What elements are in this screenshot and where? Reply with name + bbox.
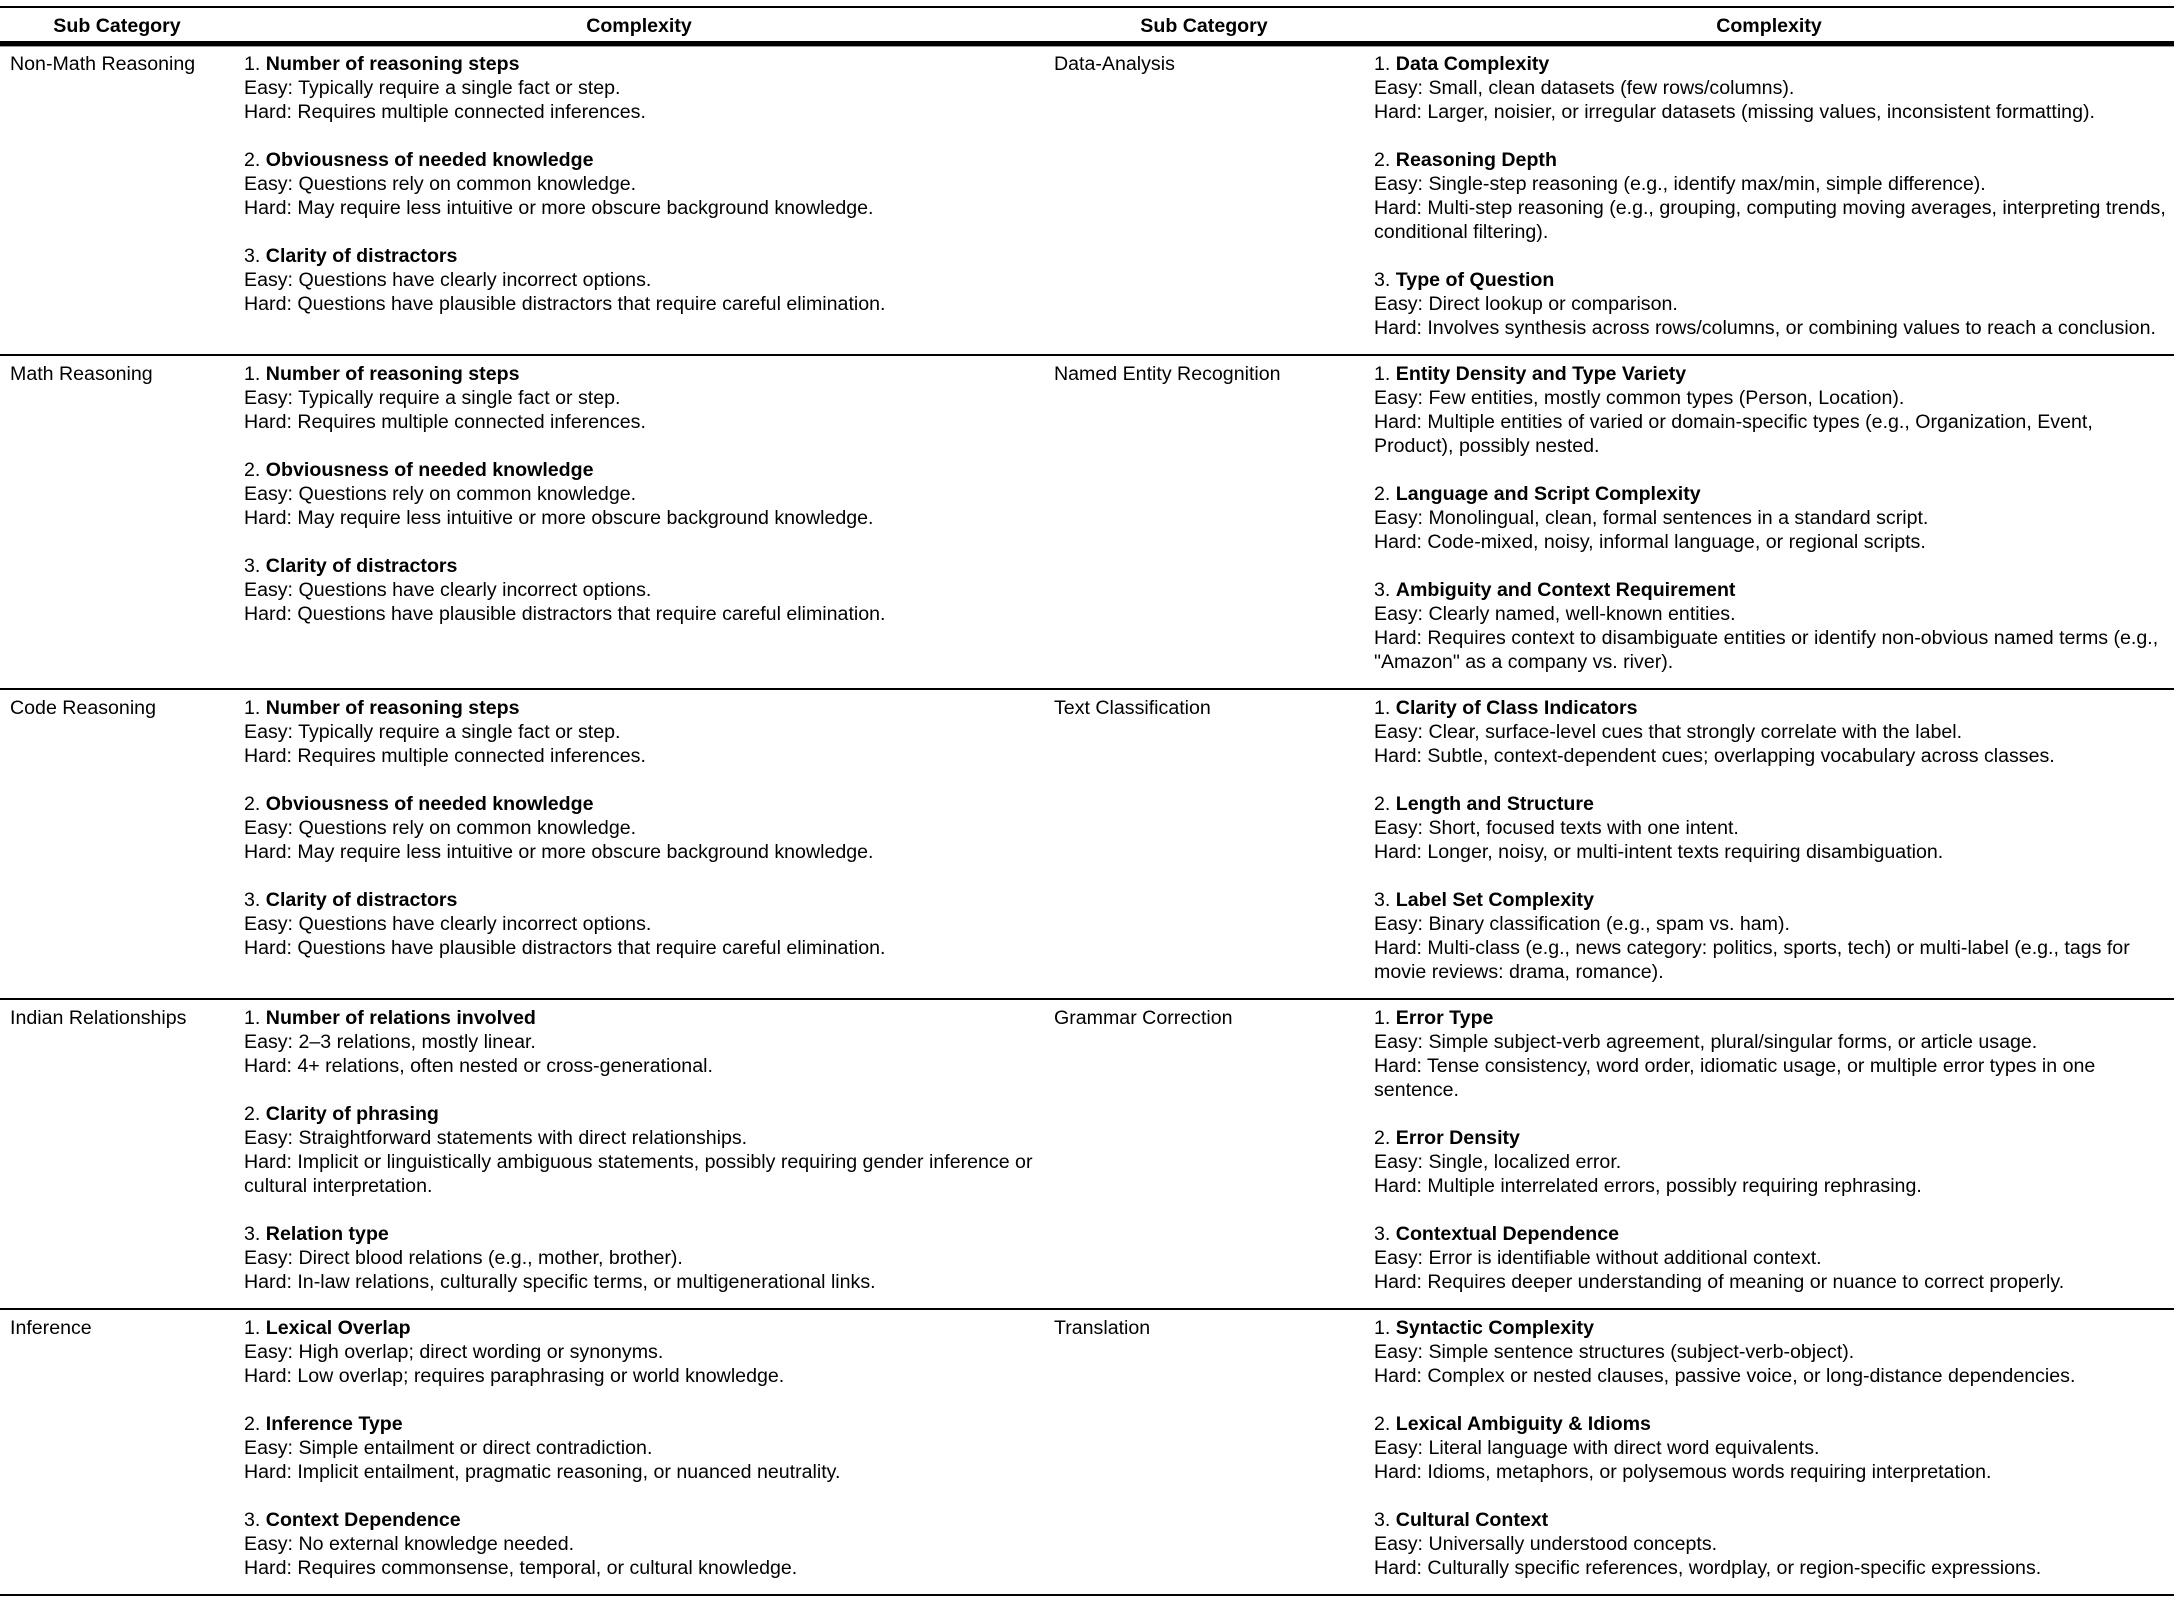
criterion-title-line bbox=[1374, 1126, 2166, 1150]
criterion-easy: Easy: Typically require a single fact or step. bbox=[244, 721, 621, 743]
header-row bbox=[0, 7, 2174, 44]
criterion bbox=[244, 1508, 1036, 1580]
criterion-hard: Hard: Longer, noisy, or multi-intent texts requiring disambiguation. bbox=[1374, 841, 1944, 863]
criterion bbox=[244, 1412, 1036, 1484]
criterion bbox=[244, 362, 1036, 434]
criterion-easy: Easy: Literal language with direct word equivalents. bbox=[1374, 1437, 1820, 1459]
criterion-easy: Easy: Simple subject-verb agreement, plural/singular forms, or article usage. bbox=[1374, 1031, 2038, 1053]
table-row bbox=[0, 689, 2174, 999]
criterion-title: Data Complexity bbox=[1395, 53, 1550, 75]
criterion-hard: Hard: Questions have plausible distractors that require careful elimination. bbox=[244, 937, 886, 959]
criterion-number: 3. bbox=[244, 1509, 261, 1531]
criterion bbox=[1374, 1508, 2166, 1580]
criterion-title-line bbox=[244, 362, 1036, 386]
criterion-title-line bbox=[1374, 482, 2166, 506]
criterion-number: 3. bbox=[244, 245, 261, 267]
criterion-number: 3. bbox=[1374, 1223, 1391, 1245]
criterion bbox=[244, 792, 1036, 864]
criterion bbox=[1374, 792, 2166, 864]
criterion-title: Language and Script Complexity bbox=[1395, 483, 1701, 505]
criterion-hard: Hard: May require less intuitive or more obscure background knowledge. bbox=[244, 197, 874, 219]
complexity-cell bbox=[1364, 999, 2174, 1309]
criterion-easy: Easy: Universally understood concepts. bbox=[1374, 1533, 1718, 1555]
criterion-number: 2. bbox=[244, 149, 261, 171]
criterion-title: Reasoning Depth bbox=[1395, 149, 1557, 171]
criterion-title: Clarity of distractors bbox=[265, 245, 458, 267]
criterion bbox=[1374, 1222, 2166, 1294]
criterion-title-line bbox=[1374, 1316, 2166, 1340]
criterion-number: 1. bbox=[1374, 363, 1391, 385]
criterion-title-line bbox=[1374, 1006, 2166, 1030]
criterion bbox=[244, 244, 1036, 316]
criterion-title-line bbox=[1374, 696, 2166, 720]
complexity-table bbox=[0, 6, 2174, 1596]
criterion-title: Entity Density and Type Variety bbox=[1395, 363, 1687, 385]
criterion-hard: Hard: Requires multiple connected inferences. bbox=[244, 745, 646, 767]
criterion-easy: Easy: Questions have clearly incorrect options. bbox=[244, 579, 652, 601]
criterion-title-line bbox=[244, 1316, 1036, 1340]
criterion bbox=[1374, 1126, 2166, 1198]
criterion-title-line bbox=[244, 554, 1036, 578]
criterion-easy: Easy: Few entities, mostly common types (Person, Location). bbox=[1374, 387, 1905, 409]
criterion-title-line bbox=[1374, 578, 2166, 602]
criterion-hard: Hard: Subtle, context-dependent cues; overlapping vocabulary across classes. bbox=[1374, 745, 2055, 767]
header-sub-category-right: Sub Category bbox=[1044, 7, 1364, 44]
sub-category-cell: Translation bbox=[1044, 1309, 1364, 1595]
criterion-title-line bbox=[244, 792, 1036, 816]
criterion-hard: Hard: Implicit entailment, pragmatic reasoning, or nuanced neutrality. bbox=[244, 1461, 841, 1483]
criterion-title: Number of reasoning steps bbox=[265, 697, 520, 719]
criterion-hard: Hard: Multiple entities of varied or domain-specific types (e.g., Organization, Event, Product), possibly nested. bbox=[1374, 411, 2093, 457]
sub-category-cell: Data-Analysis bbox=[1054, 53, 1175, 75]
criterion bbox=[244, 458, 1036, 530]
criterion bbox=[1374, 578, 2166, 674]
criterion-title-line bbox=[244, 1006, 1036, 1030]
criterion bbox=[1374, 1412, 2166, 1484]
criterion-title-line bbox=[1374, 888, 2166, 912]
table-row bbox=[0, 44, 2174, 356]
criterion-hard: Hard: 4+ relations, often nested or cross-generational. bbox=[244, 1055, 713, 1077]
criterion-title-line bbox=[1374, 792, 2166, 816]
criterion-hard: Hard: Questions have plausible distractors that require careful elimination. bbox=[244, 293, 886, 315]
criterion-number: 2. bbox=[244, 1103, 261, 1125]
complexity-cell bbox=[234, 689, 1044, 999]
criterion-title: Length and Structure bbox=[1395, 793, 1594, 815]
complexity-cell bbox=[1364, 44, 2174, 356]
criterion-hard: Hard: May require less intuitive or more obscure background knowledge. bbox=[244, 507, 874, 529]
criterion-number: 3. bbox=[1374, 579, 1391, 601]
criterion bbox=[244, 1102, 1036, 1198]
criterion-hard: Hard: Complex or nested clauses, passive voice, or long-distance dependencies. bbox=[1374, 1365, 2076, 1387]
criterion bbox=[244, 554, 1036, 626]
criterion-easy: Easy: Clear, surface-level cues that strongly correlate with the label. bbox=[1374, 721, 1963, 743]
criterion bbox=[1374, 1006, 2166, 1102]
criterion bbox=[1374, 482, 2166, 554]
criterion bbox=[1374, 1316, 2166, 1388]
criterion-number: 1. bbox=[1374, 1007, 1391, 1029]
criterion-title: Number of reasoning steps bbox=[265, 53, 520, 75]
criterion-title-line bbox=[1374, 1222, 2166, 1246]
sub-category-cell: Text Classification bbox=[1044, 689, 1364, 999]
criterion-hard: Hard: Questions have plausible distractors that require careful elimination. bbox=[244, 603, 886, 625]
criterion-number: 2. bbox=[1374, 483, 1391, 505]
criterion-hard: Hard: Involves synthesis across rows/columns, or combining values to reach a conclusion. bbox=[1374, 317, 2156, 339]
criterion-number: 3. bbox=[244, 1223, 261, 1245]
criterion-hard: Hard: Requires commonsense, temporal, or cultural knowledge. bbox=[244, 1557, 798, 1579]
criterion-number: 2. bbox=[244, 793, 261, 815]
criterion-title: Inference Type bbox=[265, 1413, 403, 1435]
sub-category-cell: Grammar Correction bbox=[1044, 999, 1364, 1309]
criterion-easy: Easy: Simple sentence structures (subject-verb-object). bbox=[1374, 1341, 1855, 1363]
criterion-hard: Hard: Tense consistency, word order, idiomatic usage, or multiple error types in one sentence. bbox=[1374, 1055, 2096, 1101]
criterion bbox=[244, 888, 1036, 960]
criterion-easy: Easy: Questions rely on common knowledge. bbox=[244, 817, 637, 839]
criterion-easy: Easy: Small, clean datasets (few rows/columns). bbox=[1374, 77, 1795, 99]
criterion bbox=[244, 696, 1036, 768]
criterion-title-line bbox=[1374, 268, 2166, 292]
criterion-title-line bbox=[244, 1222, 1036, 1246]
criterion-number: 1. bbox=[244, 1317, 261, 1339]
criterion-title-line bbox=[244, 148, 1036, 172]
criterion-hard: Hard: Requires multiple connected inferences. bbox=[244, 101, 646, 123]
criterion-title: Syntactic Complexity bbox=[1395, 1317, 1594, 1339]
criterion-number: 2. bbox=[1374, 1413, 1391, 1435]
criterion-title: Error Type bbox=[1395, 1007, 1494, 1029]
criterion-title: Ambiguity and Context Requirement bbox=[1395, 579, 1736, 601]
criterion-number: 1. bbox=[1374, 697, 1391, 719]
criterion-title: Error Density bbox=[1395, 1127, 1520, 1149]
criterion-easy: Easy: Questions have clearly incorrect options. bbox=[244, 913, 652, 935]
criterion-title-line bbox=[244, 52, 1036, 76]
criterion bbox=[1374, 696, 2166, 768]
criterion-title-line bbox=[244, 1412, 1036, 1436]
criterion-hard: Hard: Multiple interrelated errors, possibly requiring rephrasing. bbox=[1374, 1175, 1922, 1197]
sub-category-cell: Indian Relationships bbox=[0, 999, 234, 1309]
criterion-title-line bbox=[244, 1508, 1036, 1532]
criterion bbox=[244, 52, 1036, 124]
criterion-title: Clarity of distractors bbox=[265, 889, 458, 911]
criterion-title: Type of Question bbox=[1395, 269, 1555, 291]
complexity-cell bbox=[1364, 1309, 2174, 1595]
criterion-title: Lexical Overlap bbox=[265, 1317, 411, 1339]
criterion-title-line bbox=[244, 1102, 1036, 1126]
criterion-title-line bbox=[1374, 52, 2166, 76]
criterion-number: 1. bbox=[244, 53, 261, 75]
criterion-easy: Easy: Questions rely on common knowledge. bbox=[244, 173, 637, 195]
criterion-title: Obviousness of needed knowledge bbox=[265, 793, 594, 815]
criterion-title: Label Set Complexity bbox=[1395, 889, 1594, 911]
table-row bbox=[0, 355, 2174, 689]
header-complexity-right: Complexity bbox=[1364, 7, 2174, 44]
complexity-cell bbox=[1364, 355, 2174, 689]
criterion-title: Context Dependence bbox=[265, 1509, 461, 1531]
criterion-hard: Hard: Low overlap; requires paraphrasing or world knowledge. bbox=[244, 1365, 785, 1387]
criterion-number: 1. bbox=[1374, 1317, 1391, 1339]
table-header bbox=[0, 7, 2174, 44]
complexity-cell bbox=[234, 355, 1044, 689]
criterion-easy: Easy: Direct lookup or comparison. bbox=[1374, 293, 1678, 315]
criterion-title: Obviousness of needed knowledge bbox=[265, 149, 594, 171]
table-row bbox=[0, 1309, 2174, 1595]
criterion-title-line bbox=[1374, 148, 2166, 172]
criterion-number: 1. bbox=[244, 1007, 261, 1029]
criterion-number: 2. bbox=[1374, 1127, 1391, 1149]
criterion bbox=[1374, 888, 2166, 984]
criterion-hard: Hard: Requires context to disambiguate entities or identify non-obvious named terms (e.g., "Amazon" as a company vs. river). bbox=[1374, 627, 2159, 673]
criterion-title: Cultural Context bbox=[1395, 1509, 1549, 1531]
complexity-cell bbox=[234, 1309, 1044, 1595]
criterion-number: 3. bbox=[1374, 1509, 1391, 1531]
criterion-easy: Easy: Direct blood relations (e.g., mother, brother). bbox=[244, 1247, 683, 1269]
criterion-easy: Easy: Typically require a single fact or step. bbox=[244, 77, 621, 99]
criterion-number: 2. bbox=[1374, 793, 1391, 815]
criterion-hard: Hard: Code-mixed, noisy, informal language, or regional scripts. bbox=[1374, 531, 1926, 553]
criterion bbox=[244, 1006, 1036, 1078]
criterion-title: Clarity of Class Indicators bbox=[1395, 697, 1638, 719]
criterion bbox=[1374, 52, 2166, 124]
criterion bbox=[244, 148, 1036, 220]
table-row bbox=[0, 999, 2174, 1309]
criterion-title: Contextual Dependence bbox=[1395, 1223, 1619, 1245]
criterion-hard: Hard: Larger, noisier, or irregular datasets (missing values, inconsistent formatting). bbox=[1374, 101, 2095, 123]
criterion bbox=[1374, 268, 2166, 340]
criterion-title: Clarity of distractors bbox=[265, 555, 458, 577]
criterion-easy: Easy: Monolingual, clean, formal sentences in a standard script. bbox=[1374, 507, 1929, 529]
sub-category-cell: Non-Math Reasoning bbox=[10, 53, 196, 75]
criterion-easy: Easy: Clearly named, well-known entities. bbox=[1374, 603, 1736, 625]
complexity-cell bbox=[234, 999, 1044, 1309]
complexity-cell bbox=[234, 44, 1044, 356]
criterion-title-line bbox=[244, 458, 1036, 482]
criterion-number: 3. bbox=[1374, 269, 1391, 291]
criterion-number: 3. bbox=[244, 889, 261, 911]
criterion bbox=[1374, 362, 2166, 458]
sub-category-cell: Named Entity Recognition bbox=[1044, 355, 1364, 689]
criterion bbox=[244, 1222, 1036, 1294]
criterion-easy: Easy: Binary classification (e.g., spam vs. ham). bbox=[1374, 913, 1790, 935]
criterion-easy: Easy: Single-step reasoning (e.g., identify max/min, simple difference). bbox=[1374, 173, 1986, 195]
criterion-title-line bbox=[1374, 1412, 2166, 1436]
criterion-title-line bbox=[244, 244, 1036, 268]
criterion-easy: Easy: Single, localized error. bbox=[1374, 1151, 1622, 1173]
table-body bbox=[0, 44, 2174, 1596]
criterion-number: 2. bbox=[244, 459, 261, 481]
criterion-hard: Hard: Idioms, metaphors, or polysemous words requiring interpretation. bbox=[1374, 1461, 1992, 1483]
criterion-title: Clarity of phrasing bbox=[265, 1103, 439, 1125]
sub-category-cell: Inference bbox=[0, 1309, 234, 1595]
criterion-title: Number of relations involved bbox=[265, 1007, 536, 1029]
criterion bbox=[1374, 148, 2166, 244]
criterion-hard: Hard: Requires deeper understanding of meaning or nuance to correct properly. bbox=[1374, 1271, 2065, 1293]
criterion-hard: Hard: Requires multiple connected inferences. bbox=[244, 411, 646, 433]
criterion-easy: Easy: Questions rely on common knowledge. bbox=[244, 483, 637, 505]
header-sub-category-left: Sub Category bbox=[0, 7, 234, 44]
criterion-hard: Hard: Implicit or linguistically ambiguous statements, possibly requiring gender inference or cultural interpretation. bbox=[244, 1151, 1033, 1197]
criterion-easy: Easy: Straightforward statements with direct relationships. bbox=[244, 1127, 748, 1149]
criterion-title: Number of reasoning steps bbox=[265, 363, 520, 385]
criterion-hard: Hard: Culturally specific references, wordplay, or region-specific expressions. bbox=[1374, 1557, 2042, 1579]
criterion-number: 2. bbox=[1374, 149, 1391, 171]
criterion-title: Obviousness of needed knowledge bbox=[265, 459, 594, 481]
criterion-number: 1. bbox=[1374, 53, 1391, 75]
criterion-hard: Hard: Multi-class (e.g., news category: politics, sports, tech) or multi-label (e.g., tags for movie reviews: drama, romance). bbox=[1374, 937, 2130, 983]
criterion-hard: Hard: Multi-step reasoning (e.g., grouping, computing moving averages, interpreting trends, conditional filtering). bbox=[1374, 197, 2166, 243]
criterion-easy: Easy: Typically require a single fact or step. bbox=[244, 387, 621, 409]
criterion-number: 1. bbox=[244, 697, 261, 719]
criterion-title-line bbox=[244, 696, 1036, 720]
criterion-number: 2. bbox=[244, 1413, 261, 1435]
criterion-easy: Easy: High overlap; direct wording or synonyms. bbox=[244, 1341, 664, 1363]
criterion-easy: Easy: Short, focused texts with one intent. bbox=[1374, 817, 1739, 839]
criterion-number: 3. bbox=[244, 555, 261, 577]
criterion-title-line bbox=[1374, 362, 2166, 386]
criterion bbox=[244, 1316, 1036, 1388]
criterion-title: Relation type bbox=[265, 1223, 389, 1245]
sub-category-cell: Code Reasoning bbox=[0, 689, 234, 999]
criterion-title: Lexical Ambiguity & Idioms bbox=[1395, 1413, 1651, 1435]
criterion-easy: Easy: Error is identifiable without additional context. bbox=[1374, 1247, 1822, 1269]
criterion-hard: Hard: May require less intuitive or more obscure background knowledge. bbox=[244, 841, 874, 863]
criterion-easy: Easy: Questions have clearly incorrect options. bbox=[244, 269, 652, 291]
criterion-title-line bbox=[1374, 1508, 2166, 1532]
header-complexity-left: Complexity bbox=[234, 7, 1044, 44]
criterion-easy: Easy: No external knowledge needed. bbox=[244, 1533, 575, 1555]
criterion-number: 3. bbox=[1374, 889, 1391, 911]
criterion-easy: Easy: 2–3 relations, mostly linear. bbox=[244, 1031, 536, 1053]
sub-category-cell: Math Reasoning bbox=[0, 355, 234, 689]
criterion-title-line bbox=[244, 888, 1036, 912]
criterion-hard: Hard: In-law relations, culturally specific terms, or multigenerational links. bbox=[244, 1271, 876, 1293]
criterion-number: 1. bbox=[244, 363, 261, 385]
complexity-cell bbox=[1364, 689, 2174, 999]
criterion-easy: Easy: Simple entailment or direct contradiction. bbox=[244, 1437, 653, 1459]
